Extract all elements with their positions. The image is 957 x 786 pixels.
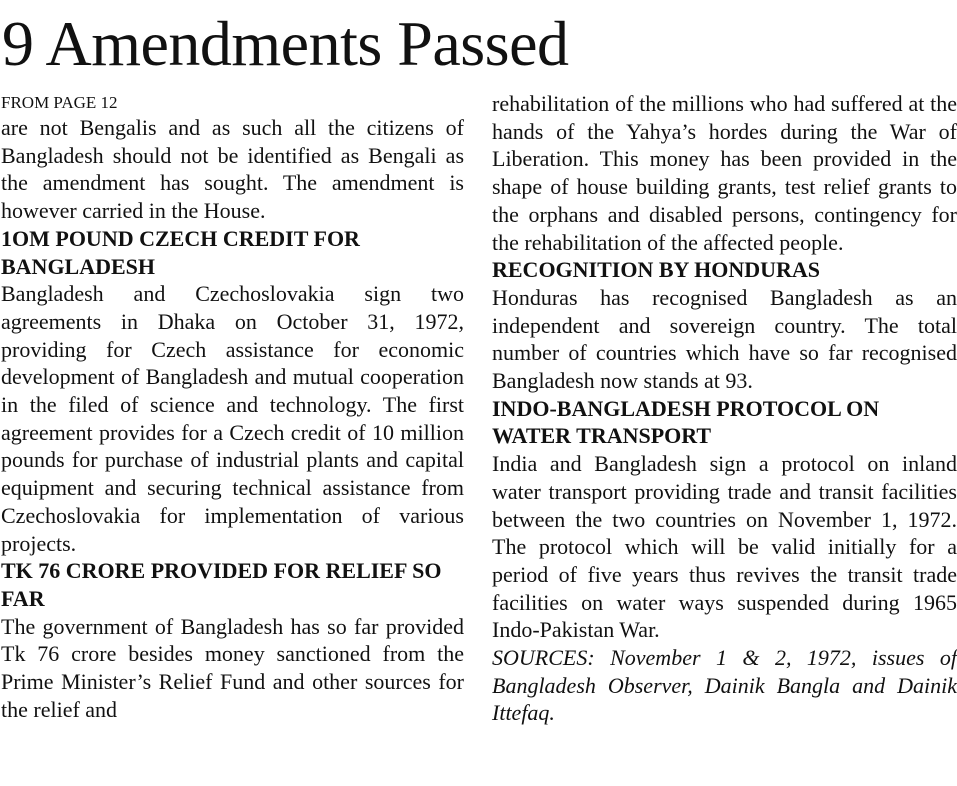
honduras-heading: RECOGNITION BY HONDURAS — [492, 257, 821, 283]
relief-heading: TK 76 CRORE PROVIDED FOR RELIEF SO FAR — [1, 558, 442, 611]
sources-note: SOURCES: November 1 & 2, 1972, issues of Bangladesh Observer, Dainik Bangla and Dainik Ittefaq. — [492, 645, 957, 726]
water-transport-heading: INDO-BANGLADESH PROTOCOL ON WATER TRANSPORT — [492, 395, 880, 449]
czech-credit-paragraph: Bangladesh and Czechoslovakia sign two agreements in Dhaka on October 31, 1972, providing for Czech assistance for economic development of Bangladesh and mutual cooperation in the filed of science and technology. The first agreement provides for a Czech credit of 10 million pounds for purchase of industrial plants and capital equipment and securing technical assistance from Czechoslovakia for implementation of various projects. — [1, 281, 464, 556]
amendment-continued-paragraph: are not Bengalis and as such all the citizens of Bangladesh should not be identified as Bengali as the amendment has sought. The amendment is however carried in the House. — [1, 115, 464, 224]
czech-credit-heading: 1OM POUND CZECH CREDIT FOR BANGLADESH — [1, 225, 360, 279]
right-column — [492, 90, 957, 727]
page-title: 9 Amendments Passed — [2, 8, 569, 79]
relief-continued-paragraph: rehabilitation of the millions who had suffered at the hands of the Yahya’s hordes during the War of Liberation. This money has been provided in the shape of house building grants, test relief grants to the orphans and disabled persons, contingency for the rehabilitation of the affected people. — [492, 91, 957, 255]
continued-from-kicker: FROM PAGE 12 — [1, 93, 118, 112]
honduras-paragraph: Honduras has recognised Bangladesh as an independent and sovereign country. The total number of countries which have so far recognised Bangladesh now stands at 93. — [492, 284, 957, 394]
left-column — [1, 90, 464, 723]
relief-paragraph: The government of Bangladesh has so far provided Tk 76 crore besides money sanctioned from the Prime Minister’s Relief Fund and other sources for the relief and — [1, 613, 464, 722]
water-transport-paragraph: India and Bangladesh sign a protocol on inland water transport providing trade and transit facilities between the two countries on November 1, 1972. The protocol which will be valid initially for a period of five years thus revives the transit trade facilities on water ways suspended during 1965 Indo-Pakistan War. — [492, 451, 957, 643]
